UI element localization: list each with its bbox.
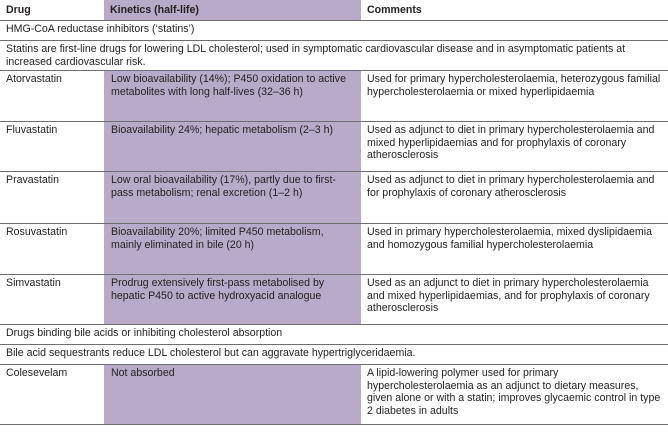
table-row [0,122,668,172]
drug-name: Simvastatin [0,275,104,325]
header-comments: Comments [367,4,422,17]
section-note-row [0,345,668,365]
header-kinetics: Kinetics (half-life) [104,0,361,21]
drug-name: Atorvastatin [0,71,104,122]
drug-comments: A lipid-lowering polymer used for primary hypercholesterolaemia as an adjunct to dietary measures, given alone or with a statin; improves glycaemic control in type 2 diabetes in adults [361,365,668,425]
section-note: Bile acid sequestrants reduce LDL cholesterol but can aggravate hypertriglyceridaemia. [0,345,668,365]
drug-comments: Used for primary hypercholesterolaemia, heterozygous familial hypercholesterolaemia or mixed hyperlipidaemia [361,71,668,122]
drug-comments: Used as an adjunct to diet in primary hypercholesterolaemia and mixed hyperlipidaemias, and for prophylaxis of coronary atherosclerosis [361,275,668,325]
drug-name: Rosuvastatin [0,224,104,275]
drug-kinetics: Bioavailability 24%; hepatic metabolism (2–3 h) [104,122,361,172]
section-title-row [0,325,668,345]
drug-name: Fluvastatin [0,122,104,172]
drug-name: Colesevelam [0,365,104,425]
table-row [0,275,668,325]
drug-kinetics: Prodrug extensively first-pass metabolised by hepatic P450 to active hydroxyacid analogue [104,275,361,325]
table-row [0,365,668,425]
drug-kinetics: Not absorbed [104,365,361,425]
drug-comments: Used as adjunct to diet in primary hypercholesterolaemia and mixed hyperlipidaemias and for prophylaxis of coronary atherosclerosis [361,122,668,172]
header-drug: Drug [6,4,31,17]
drug-kinetics: Low oral bioavailability (17%), partly due to first-pass metabolism; renal excretion (1–2 h) [104,172,361,224]
section-note-row [0,41,668,71]
section-note: Statins are first-line drugs for lowering LDL cholesterol; used in symptomatic cardiovascular disease and in asymptomatic patients at increased cardiovascular risk. [0,41,668,71]
drug-kinetics: Bioavailability 20%; limited P450 metabolism, mainly eliminated in bile (20 h) [104,224,361,275]
section-title: Drugs binding bile acids or inhibiting cholesterol absorption [0,325,668,345]
header-row [0,0,668,21]
table-row [0,224,668,275]
table-row [0,172,668,224]
section-title: HMG-CoA reductase inhibitors (‘statins’) [0,21,668,41]
drug-name: Pravastatin [0,172,104,224]
drug-kinetics: Low bioavailability (14%); P450 oxidation to active metabolites with long half-lives (32–36 h) [104,71,361,122]
section-title-row [0,21,668,41]
drug-comments: Used as adjunct to diet in primary hypercholesterolaemia and for prophylaxis of coronary atherosclerosis [361,172,668,224]
drug-comments: Used in primary hypercholesterolaemia, mixed dyslipidaemia and homozygous familial hypercholesterolaemia [361,224,668,275]
table-row [0,71,668,122]
